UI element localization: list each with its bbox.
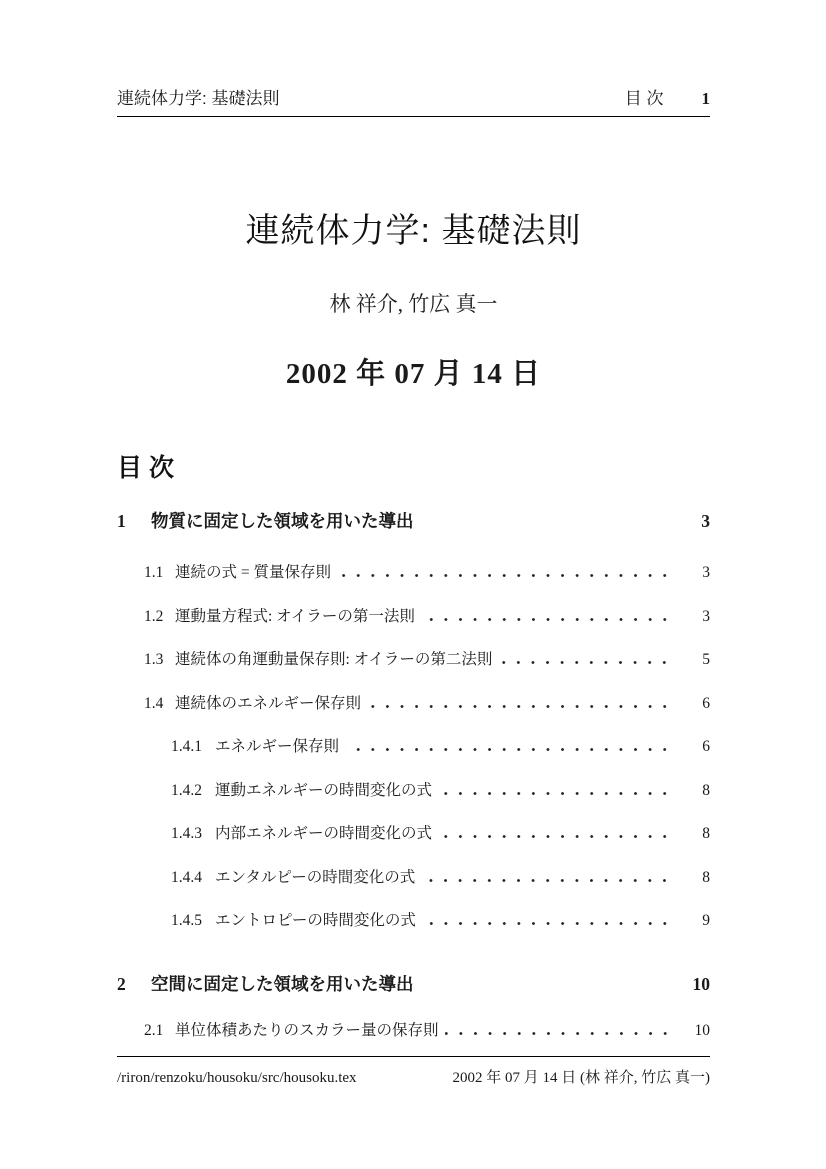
toc-leader-dots: [438, 833, 672, 840]
toc-entry-section-1: [117, 510, 710, 533]
toc-entry-label: エネルギー保存則: [215, 738, 340, 755]
footer-date-authors: 2002 年 07 月 14 日 (林 祥介, 竹広 真一): [452, 1070, 710, 1086]
page-footer: [117, 1056, 710, 1087]
toc-entry-label: 単位体積あたりのスカラー量の保存則: [175, 1022, 439, 1039]
toc-entry-page: 3: [702, 564, 710, 581]
toc-entry-number: 1.4.4: [171, 869, 202, 886]
toc-entry-1-4-2: [117, 780, 710, 801]
toc-entry-number: 1.4.3: [171, 825, 202, 842]
toc-entry-page: 3: [701, 511, 710, 531]
header-document-title: 連続体力学: 基礎法則: [117, 89, 280, 108]
toc-entry-label: 連続の式 = 質量保存則: [175, 564, 331, 581]
toc-entry-page: 6: [702, 695, 710, 712]
toc-entry-page: 3: [702, 608, 710, 625]
toc-entry-label: 運動エネルギーの時間変化の式: [215, 782, 433, 799]
toc-leader-dots: [422, 920, 672, 927]
toc-leader-dots: [445, 1030, 672, 1037]
toc-entry-section-2: [117, 973, 710, 996]
toc-entry-label: 連続体の角運動量保存則: オイラーの第二法則: [175, 651, 493, 668]
toc-entry-number: 1.3: [144, 651, 164, 668]
toc-entry-label: 連続体のエネルギー保存則: [175, 695, 362, 712]
toc-entry-page: 5: [702, 651, 710, 668]
toc-entry-label: 運動量方程式: オイラーの第一法則: [175, 608, 415, 625]
toc-entry-1-4-4: [117, 867, 710, 888]
toc-leader-dots: [421, 616, 672, 623]
toc-leader-dots: [421, 877, 672, 884]
toc-entry-1-4-5: [117, 910, 710, 931]
toc-entry-number: 1.4.2: [171, 782, 202, 799]
toc-entry-number: 1.4: [144, 695, 164, 712]
toc-entry-1-2: [117, 606, 710, 627]
toc-leader-dots: [337, 572, 672, 579]
document-title: 連続体力学: 基礎法則: [245, 212, 582, 250]
toc-entry-number: 1.2: [144, 608, 164, 625]
toc-heading: 目 次: [117, 454, 174, 482]
toc-entry-label: エンタルピーの時間変化の式: [215, 869, 416, 886]
toc-leader-dots: [438, 790, 672, 797]
toc-entry-page: 8: [702, 782, 710, 799]
footer-file-path: /riron/renzoku/housoku/src/housoku.tex: [117, 1070, 357, 1086]
toc-entry-1-4-1: [117, 736, 710, 757]
toc-entry-1-1: [117, 562, 710, 583]
toc-entry-page: 8: [702, 869, 710, 886]
toc-entry-label: 内部エネルギーの時間変化の式: [215, 825, 433, 842]
header-page-number: 1: [701, 89, 710, 108]
toc-entry-page: 10: [692, 974, 710, 994]
header-section-name: 目 次: [624, 89, 664, 108]
toc-entry-number: 1.4.1: [171, 738, 202, 755]
toc-entry-1-3: [117, 649, 710, 670]
toc-entry-number: 1: [117, 511, 126, 531]
toc-leader-dots: [345, 746, 672, 753]
toc-entry-label: エントロピーの時間変化の式: [215, 912, 416, 929]
document-authors: 林 祥介, 竹広 真一: [329, 292, 498, 316]
document-date: 2002 年 07 月 14 日: [285, 358, 542, 390]
toc-leader-dots: [420, 985, 673, 992]
toc-entry-number: 1.1: [144, 564, 164, 581]
toc-entry-label: 物質に固定した領域を用いた導出: [151, 511, 414, 531]
toc-entry-page: 9: [702, 912, 710, 929]
toc-entry-number: 2: [117, 974, 126, 994]
toc-list: [117, 0, 710, 1169]
toc-entry-2-1: [117, 1020, 710, 1041]
toc-entry-number: 1.4.5: [171, 912, 202, 929]
toc-leader-dots: [498, 659, 672, 666]
toc-entry-page: 8: [702, 825, 710, 842]
toc-entry-1-4: [117, 693, 710, 714]
toc-leader-dots: [420, 522, 673, 529]
toc-entry-page: 6: [702, 738, 710, 755]
toc-leader-dots: [367, 703, 672, 710]
toc-entry-1-4-3: [117, 823, 710, 844]
toc-entry-number: 2.1: [144, 1022, 164, 1039]
toc-entry-label: 空間に固定した領域を用いた導出: [151, 974, 414, 994]
toc-entry-page: 10: [694, 1022, 710, 1039]
